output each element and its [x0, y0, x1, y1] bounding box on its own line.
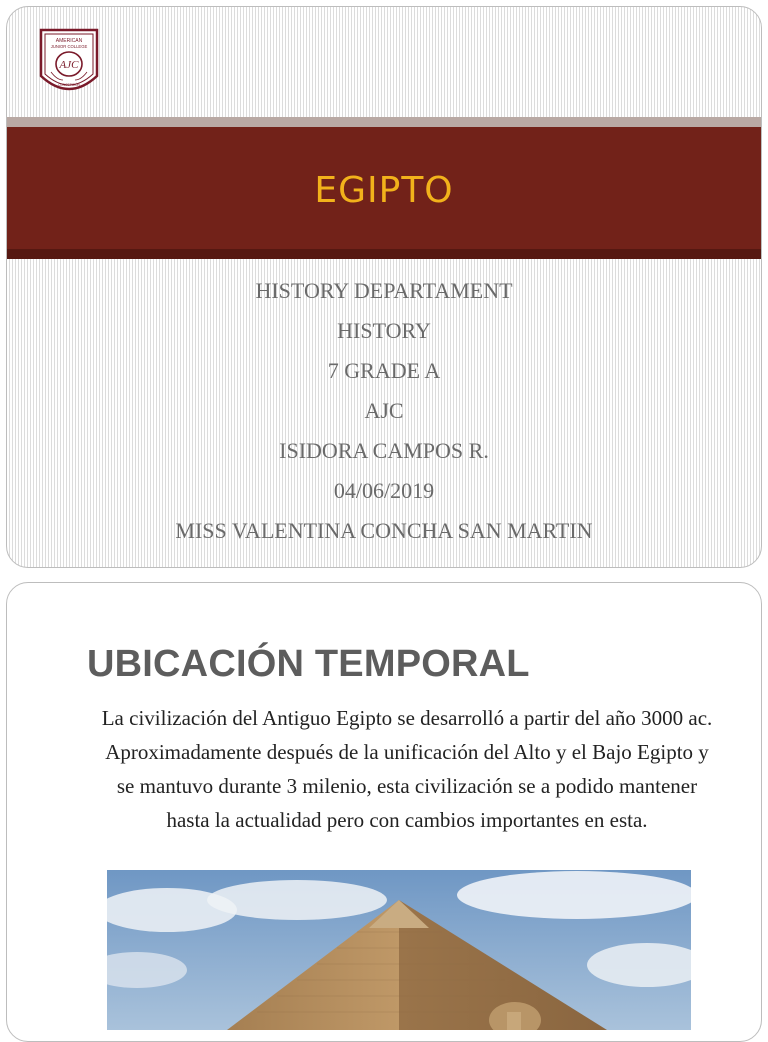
title-slide	[6, 6, 762, 568]
subtitle-subject: HISTORY	[337, 318, 431, 343]
sphinx-face	[507, 1012, 521, 1030]
content-slide	[6, 582, 762, 1042]
slide-heading: UBICACIÓN TEMPORAL	[87, 643, 530, 685]
cloud	[207, 880, 387, 920]
subtitle-department: HISTORY DEPARTAMENT	[255, 278, 513, 303]
ajc-logo	[37, 24, 101, 104]
logo-text-mid: JUNIOR COLLEGE	[50, 44, 88, 49]
logo-text-year: 2009	[65, 87, 73, 91]
logo-text-top: AMERICAN	[55, 38, 83, 44]
subtitle-date: 04/06/2019	[333, 478, 435, 503]
cloud	[457, 871, 691, 919]
subtitle-grade: 7 GRADE A	[327, 358, 441, 383]
title-band-top	[7, 117, 761, 127]
title-band-bottom	[7, 249, 761, 259]
logo-monogram: AJC	[59, 59, 79, 71]
subtitle-school: AJC	[364, 398, 404, 423]
subtitle-student: ISIDORA CAMPOS R.	[279, 438, 489, 463]
subtitle-block	[7, 271, 761, 551]
pyramid-photo	[107, 870, 691, 1030]
subtitle-teacher: MISS VALENTINA CONCHA SAN MARTIN	[175, 518, 593, 543]
logo-text-bottom: CONCEPCIÓN	[58, 83, 80, 87]
slide-body-text: La civilización del Antiguo Egipto se desarrolló a partir del año 3000 ac. Aproximadamente después de la unificación del Alto y el Bajo Egipto y se mantuvo durante 3 milenio, esta civilización se a podido mantener hasta la actualidad pero con cambios importantes en esta.	[101, 706, 713, 832]
slide-title: EGIPTO	[314, 169, 454, 211]
title-band	[7, 127, 761, 249]
